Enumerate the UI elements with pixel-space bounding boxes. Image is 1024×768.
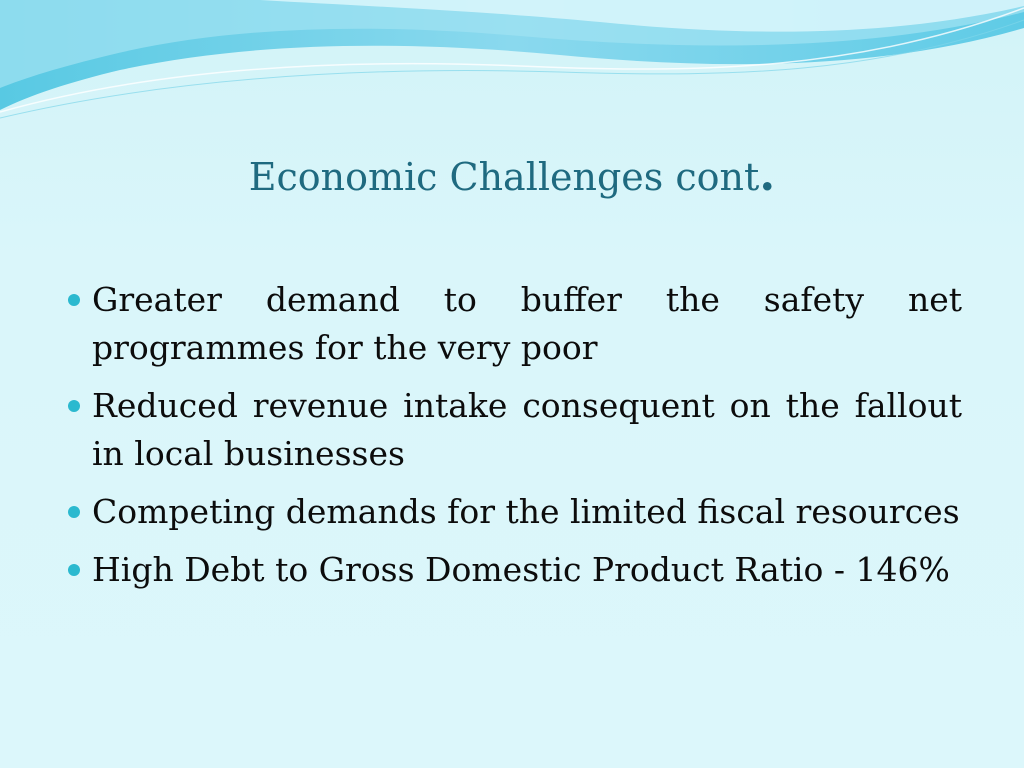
bullet-dot-icon bbox=[68, 400, 80, 412]
bullet-list bbox=[66, 276, 962, 604]
bullet-dot-icon bbox=[68, 506, 80, 518]
bullet-text: Greater demand to buffer the safety net programmes for the very poor bbox=[92, 280, 962, 367]
bullet-dot-icon bbox=[68, 564, 80, 576]
slide-title-period: . bbox=[759, 147, 776, 201]
bullet-text: High Debt to Gross Domestic Product Ratio - 146% bbox=[92, 550, 950, 589]
header-wave-decoration bbox=[0, 0, 1024, 130]
bullet-item-revenue bbox=[66, 382, 962, 478]
bullet-item-fiscal bbox=[66, 488, 962, 536]
bullet-text: Reduced revenue intake consequent on the fallout in local businesses bbox=[92, 386, 962, 473]
bullet-dot-icon bbox=[68, 294, 80, 306]
slide-title-text: Economic Challenges cont bbox=[248, 155, 760, 199]
bullet-item-debt bbox=[66, 546, 962, 594]
slide-title bbox=[0, 148, 1024, 203]
bullet-text: Competing demands for the limited fiscal resources bbox=[92, 492, 960, 531]
bullet-item-safety-net bbox=[66, 276, 962, 372]
